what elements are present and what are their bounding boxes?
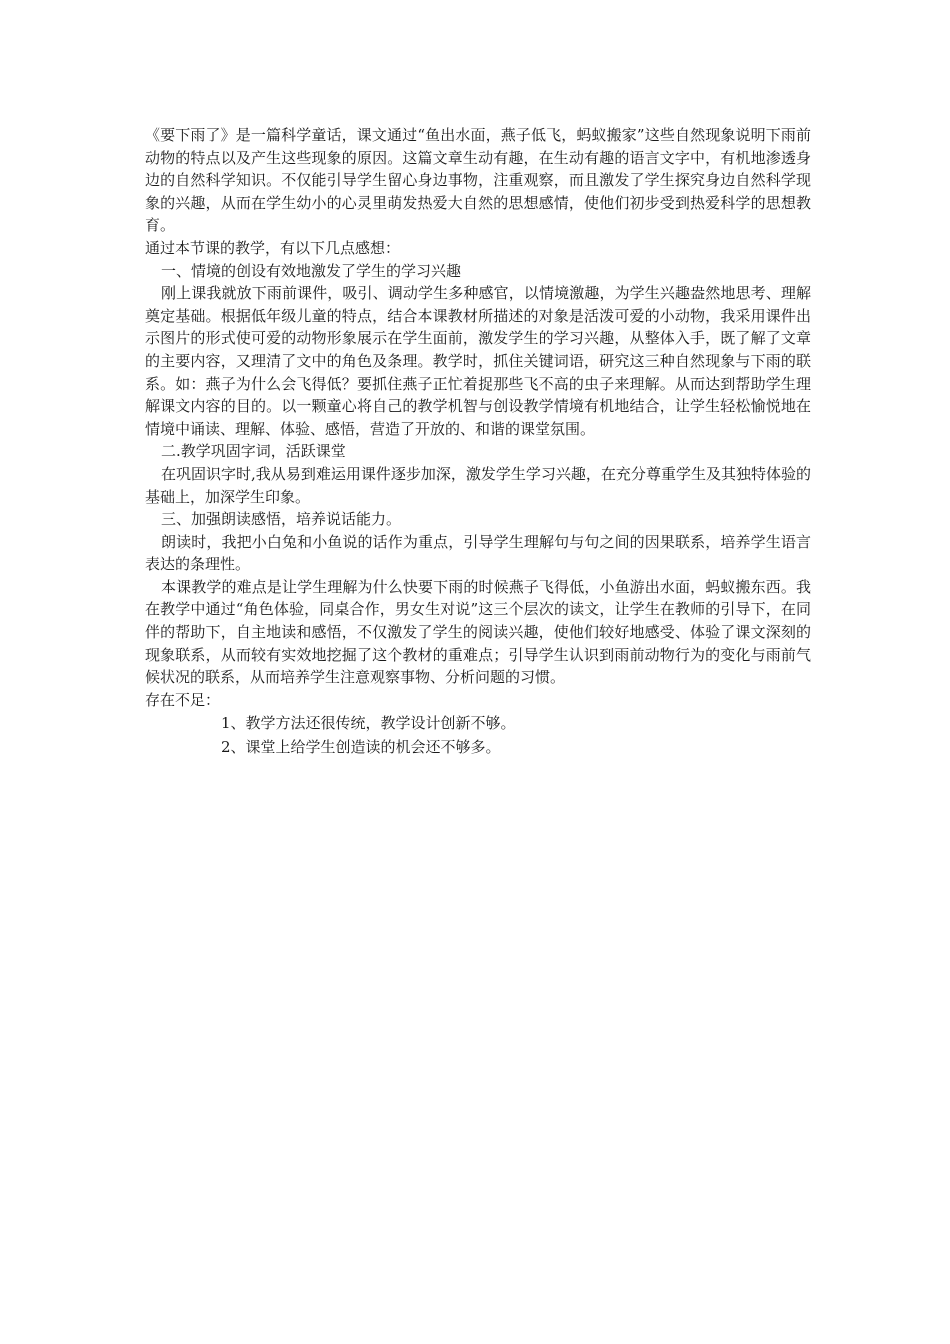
lead-line: 通过本节课的教学，有以下几点感想： bbox=[145, 238, 401, 257]
shortcoming-item-1: 1、教学方法还很传统，教学设计创新不够。 bbox=[221, 714, 516, 733]
section-3-title: 三、加强朗读感悟，培养说话能力。 bbox=[161, 510, 402, 529]
section-1-body: 刚上课我就放下雨前课件，吸引、调动学生多种感官，以情境激趣，为学生兴趣盎然地思考、理解奠定基础。根据低年级儿童的特点，结合本课教材所描述的对象是活泼可爱的小动物，我采用课件出示图片的形式使可爱的动物形象展示在学生面前，激发学生的学习兴趣，从整体入手，既了解了文章的主要内容，又理清了文中的角色及条理。教学时，抓住关键词语，研究这三种自然现象与下雨的联系。如：燕子为什么会飞得低？要抓住燕子正忙着捉那些飞不高的虫子来理解。从而达到帮助学生理解课文内容的目的。以一颗童心将自己的教学机智与创设教学情境有机地结合，让学生轻松愉悦地在情境中诵读、理解、体验、感悟，营造了开放的、和谐的课堂氛围。 bbox=[145, 284, 811, 438]
section-3-body-2: 本课教学的难点是让学生理解为什么快要下雨的时候燕子飞得低，小鱼游出水面，蚂蚁搬东西。我在教学中通过“角色体验，同桌合作，男女生对说”这三个层次的读文，让学生在教师的引导下，在同伴的帮助下，自主地读和感悟，不仅激发了学生的阅读兴趣，使他们较好地感受、体验了课文深刻的现象联系，从而较有实效地挖掘了这个教材的重难点；引导学生认识到雨前动物行为的变化与雨前气候状况的联系，从而培养学生注意观察事物、分析问题的习惯。 bbox=[145, 577, 811, 687]
section-2-body: 在巩固识字时,我从易到难运用课件逐步加深，激发学生学习兴趣，在充分尊重学生及其独特体验的基础上，加深学生印象。 bbox=[145, 464, 811, 506]
section-1-title: 一、情境的创设有效地激发了学生的学习兴趣 bbox=[161, 261, 462, 280]
shortcomings-title: 存在不足： bbox=[145, 690, 221, 709]
document-page bbox=[145, 124, 811, 759]
shortcoming-item-2: 2、课堂上给学生创造读的机会还不够多。 bbox=[221, 738, 501, 757]
intro-paragraph: 《要下雨了》是一篇科学童话，课文通过“鱼出水面，燕子低飞，蚂蚁搬家”这些自然现象说明下雨前动物的特点以及产生这些现象的原因。这篇文章生动有趣，在生动有趣的语言文字中，有机地渗透身边的自然科学知识。不仅能引导学生留心身边事物，注重观察，而且激发了学生探究身边自然科学现象的兴趣，从而在学生幼小的心灵里萌发热爱大自然的思想感情，使他们初步受到热爱科学的思想教育。 bbox=[145, 126, 811, 235]
section-2-title: 二.教学巩固字词，活跃课堂 bbox=[161, 442, 346, 461]
section-3-body-1: 朗读时，我把小白兔和小鱼说的话作为重点，引导学生理解句与句之间的因果联系，培养学生语言表达的条理性。 bbox=[145, 532, 811, 574]
